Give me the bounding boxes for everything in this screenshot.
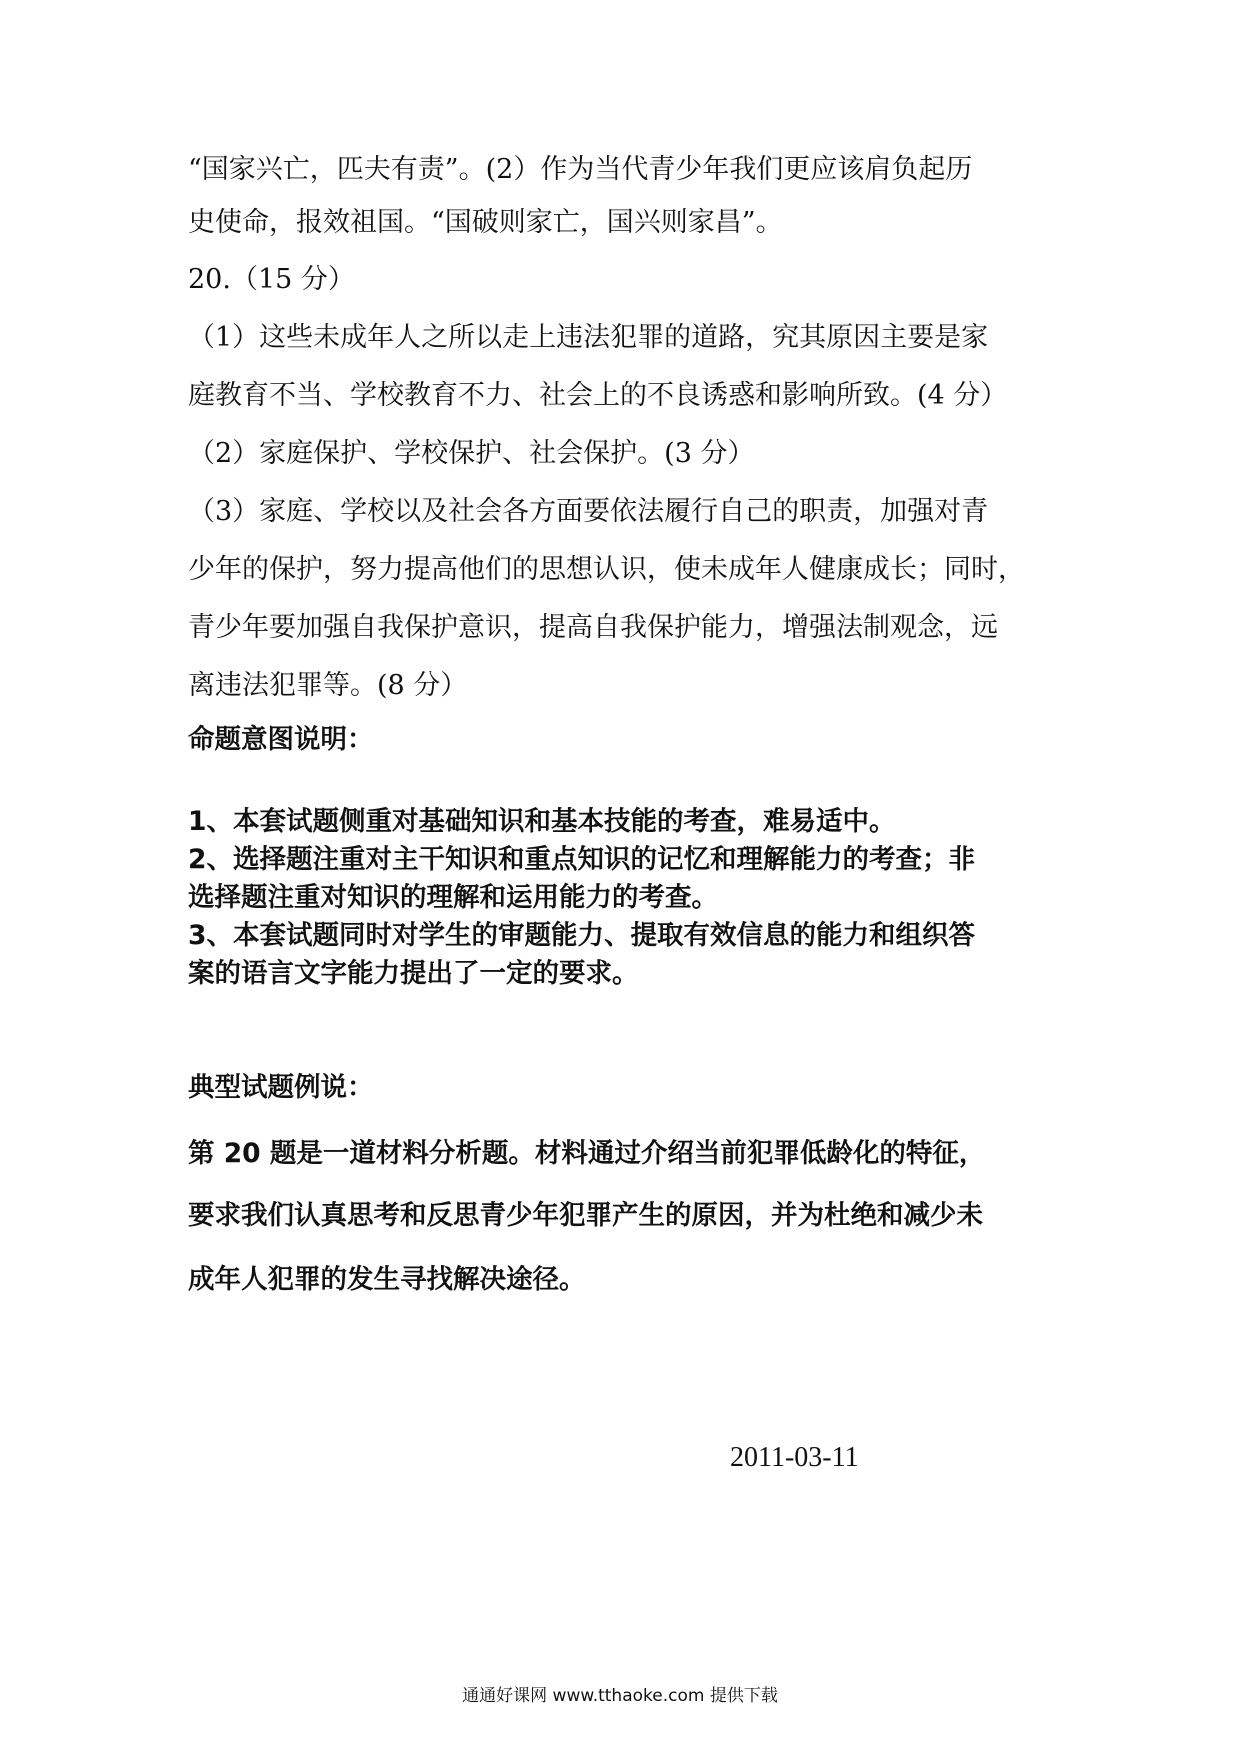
intent-line-4: 3、本套试题同时对学生的审题能力、提取有效信息的能力和组织答 [188,920,975,951]
answer-line-1: “国家兴亡，匹夫有责”。(2）作为当代青少年我们更应该肩负起历 [188,154,973,185]
answer-line-7: （3）家庭、学校以及社会各方面要依法履行自己的职责，加强对青 [188,496,989,527]
document-date: 2011-03-11 [730,1442,859,1473]
answer-line-6: （2）家庭保护、学校保护、社会保护。(3 分） [188,438,755,469]
intent-line-5: 案的语言文字能力提出了一定的要求。 [188,958,639,989]
answer-line-5: 庭教育不当、学校教育不力、社会上的不良诱惑和影响所致。(4 分） [188,380,1008,411]
answer-line-9: 青少年要加强自我保护意识，提高自我保护能力，增强法制观念，远 [188,612,998,643]
question-20-heading: 20.（15 分） [188,264,355,295]
example-line-1: 第 20 题是一道材料分析题。材料通过介绍当前犯罪低龄化的特征， [188,1138,986,1169]
page-footer: 通通好课网 www.tthaoke.com 提供下载 [462,1686,778,1706]
example-line-2: 要求我们认真思考和反思青少年犯罪产生的原因，并为杜绝和减少未 [188,1200,983,1231]
answer-line-4: （1）这些未成年人之所以走上违法犯罪的道路，究其原因主要是家 [188,322,989,353]
answer-line-2: 史使命，报效祖国。“国破则家亡，国兴则家昌”。 [188,207,783,238]
answer-line-8: 少年的保护，努力提高他们的思想认识，使未成年人健康成长；同时， [188,554,1025,585]
answer-line-10: 离违法犯罪等。(8 分） [188,670,468,701]
intent-line-2: 2、选择题注重对主干知识和重点知识的记忆和理解能力的考查；非 [188,844,975,875]
example-line-3: 成年人犯罪的发生寻找解决途径。 [188,1264,586,1295]
intent-heading: 命题意图说明： [188,724,374,755]
example-heading: 典型试题例说： [188,1072,374,1103]
intent-line-3: 选择题注重对知识的理解和运用能力的考查。 [188,882,718,913]
intent-line-1: 1、本套试题侧重对基础知识和基本技能的考查，难易适中。 [188,806,896,837]
